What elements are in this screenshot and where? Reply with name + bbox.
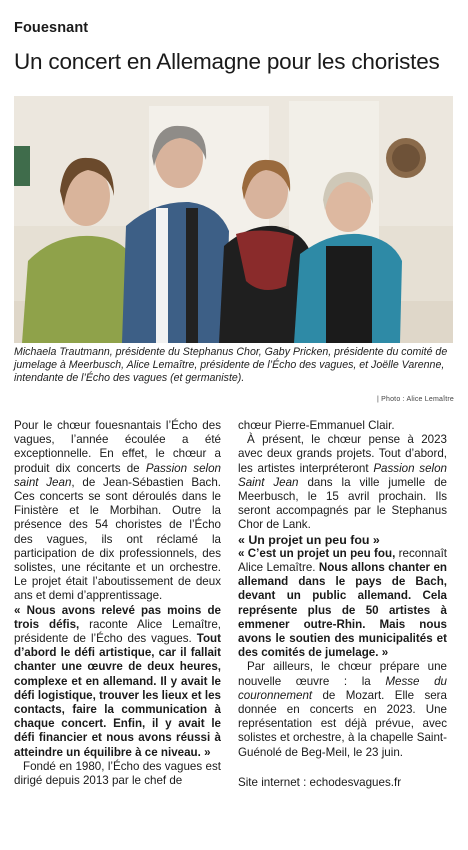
paragraph: À présent, le chœur pense à 2023 avec deux grands projets. Tout d’abord, les artistes interpréteront Passion selon Saint Jean dans la ville jumelle de Meerbusch, le 15 avril prochain. Ils seront accompagnés par le Stephanus Chor de Lank. — [238, 433, 447, 532]
photo-caption: Michaela Trautmann, présidente du Stephanus Chor, Gaby Pricken, présidente du comité de jumelage à Meerbusch, Alice Lemaître, présidente de l’Écho des vagues, et Joëlle Varenne, intendante de l’Écho des vagues (et germaniste). — [14, 346, 448, 385]
quote-paragraph: « Nous avons relevé pas moins de trois défis, raconte Alice Lemaître, présidente de l’Écho des vagues. Tout d’abord le défi artistique, car il fallait chanter une œuvre de deux heures, complexe et en allemand. Il y avait le défi logistique, trouver les lieux et les contacts, faire la communication à chaque concert. Enfin, il y avait le défi financier et nous avons réussi à atteindre un équilibre à ce niveau. » — [14, 603, 221, 759]
article-photo — [14, 96, 453, 343]
paragraph: Pour le chœur fouesnantais l’Écho des vagues, l’année écoulée a été exceptionnelle. En effet, le chœur a produit dix concerts de Passion selon saint Jean, de Jean-Sébastien Bach. Ces concerts se sont déroulés dans le Finistère et le Morbihan. Outre la présence des 54 choristes de l’Écho des vagues, ils ont réclamé la participation de dix professionnels, des solistes, une récitante et un orchestre. Le projet était l’aboutissement de deux ans et demi d’apprentissage. — [14, 419, 221, 603]
quote-paragraph: « C’est un projet un peu fou, reconnaît Alice Lemaître. Nous allons chanter en allemand dans le pays de Bach, devant un public allemand. Cela représente plus de 50 artistes à emmener outre-Rhin. Mais nous avons le soutien des municipalités et des comités de jumelage. » — [238, 546, 448, 660]
photo-credit: | Photo : Alice Lemaître — [376, 396, 454, 403]
article-headline: Un concert en Allemagne pour les choristes — [14, 49, 440, 74]
section-kicker: Fouesnant — [14, 20, 89, 36]
paragraph: Par ailleurs, le chœur prépare une nouvelle œuvre : la Messe du couronnement de Mozart. Elle sera donnée en concerts en 2023. Une représentation est déjà prévue, avec solistes et orchestre, à la chapelle Saint-Guénolé de Beg-Meil, le 23 juin. — [238, 660, 447, 759]
section-subheading: « Un projet un peu fou » — [238, 532, 380, 547]
website-line: Site internet : echodesvagues.fr — [238, 775, 402, 789]
paragraph: Fondé en 1980, l’Écho des vagues est dirigé depuis 2013 par le chef de — [14, 759, 221, 788]
paragraph: chœur Pierre-Emmanuel Clair. — [238, 419, 395, 432]
article-column-left — [14, 419, 221, 788]
choristers-photo-illustration — [14, 96, 453, 343]
article-column-right — [238, 419, 447, 790]
